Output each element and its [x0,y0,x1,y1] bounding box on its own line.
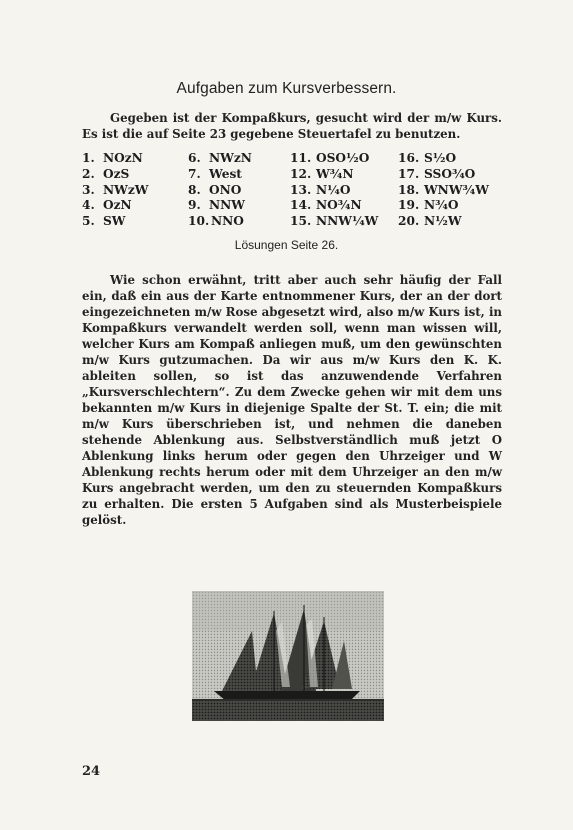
task-number: 10. [188,214,210,229]
task-course: N¼O [316,182,351,197]
task-column-2 [188,151,252,230]
task-item [290,214,378,230]
sailing-ship-illustration [192,591,384,721]
task-number: 3. [82,182,95,197]
task-item [290,183,378,199]
task-item [82,167,148,183]
task-item [188,151,252,167]
task-item [188,214,252,230]
task-item [398,214,489,230]
task-number: 11. [290,151,312,165]
task-course: NWzW [103,182,149,197]
body-text: Wie schon erwähnt, tritt aber auch sehr häufig der Fall ein, daß ein aus der Karte entnommener Kurs, der an der dort eingezeichneten m/w Rose abgesetzt wird, also m/w Kurs ist, in Kompaßkurs verwandelt werden soll, wenn man wissen will, welcher Kurs am Kompaß anliegen muß, um den gewünschten m/w Kurs gutzumachen. Da wir aus m/w Kurs den K. K. ableiten sollen, so ist das anzuwendende Verfahren „Kursverschlechtern“. Zu dem Zwecke gehen wir mit dem uns bekannten m/w Kurs in diejenige Spalte der St. T. ein; die mit m/w Kurs überschrieben ist, und nehmen die daneben stehende Ablenkung aus. Selbstverständlich muß jetzt O Ablenkung links herum oder gegen den Uhrzeiger und W Ablenkung rechts herum oder mit dem Uhrzeiger an den m/w Kurs angebracht werden, um den zu steuernden Kompaßkurs zu erhalten. Die ersten 5 Aufgaben sind als Musterbeispiele gelöst. [82,273,502,527]
task-number: 5. [82,214,95,229]
task-item [188,183,252,199]
intro-text: Gegeben ist der Kompaßkurs, gesucht wird der m/w Kurs. Es ist die auf Seite 23 gegebene Steuertafel zu benutzen. [82,111,502,141]
task-number: 17. [398,166,420,181]
task-item [398,183,489,199]
task-number: 14. [290,198,312,213]
task-column-1 [82,151,148,230]
task-item [82,214,148,230]
task-item [188,167,252,183]
task-number: 13. [290,182,312,197]
page-title: Aufgaben zum Kursverbessern. [176,80,397,97]
body-paragraph [82,272,502,528]
task-number: 15. [290,214,312,229]
task-column-4 [398,151,489,230]
task-course: SSO¾O [424,166,476,181]
task-item [398,198,489,214]
task-course: OzN [103,198,132,213]
task-number: 19. [398,198,420,213]
task-course: NO¾N [316,198,362,213]
task-item [398,151,489,167]
task-number: 20. [398,214,420,229]
task-number: 9. [188,198,201,213]
page-number: 24 [82,764,101,779]
task-item [290,167,378,183]
task-number: 4. [82,198,95,213]
task-course: NNW¼W [316,214,379,229]
solutions-reference: Lösungen Seite 26. [234,238,339,252]
task-column-3 [290,151,378,230]
task-number: 6. [188,151,201,165]
task-item [188,198,252,214]
task-number: 16. [398,151,420,165]
task-course: West [209,166,242,181]
intro-paragraph [82,110,502,142]
task-item [82,183,148,199]
task-item [290,151,378,167]
task-course: N¾O [424,198,459,213]
task-item [290,198,378,214]
task-number: 8. [188,182,201,197]
task-course: N½W [424,214,462,229]
task-item [82,198,148,214]
task-course: W¾N [316,166,354,181]
task-course: NNW [209,198,245,213]
task-course: ONO [209,182,242,197]
task-number: 12. [290,166,312,181]
task-number: 7. [188,166,201,181]
task-number: 1. [82,151,95,165]
task-course: NWzN [209,151,252,165]
task-course: OzS [103,166,130,181]
task-course: NNO [211,214,244,229]
task-course: WNW¾W [424,182,489,197]
task-course: S½O [424,151,457,165]
task-item [398,167,489,183]
task-number: 18. [398,182,420,197]
task-item [82,151,148,167]
task-course: NOzN [103,151,143,165]
task-course: OSO½O [316,151,370,165]
task-number: 2. [82,166,95,181]
task-course: SW [103,214,126,229]
